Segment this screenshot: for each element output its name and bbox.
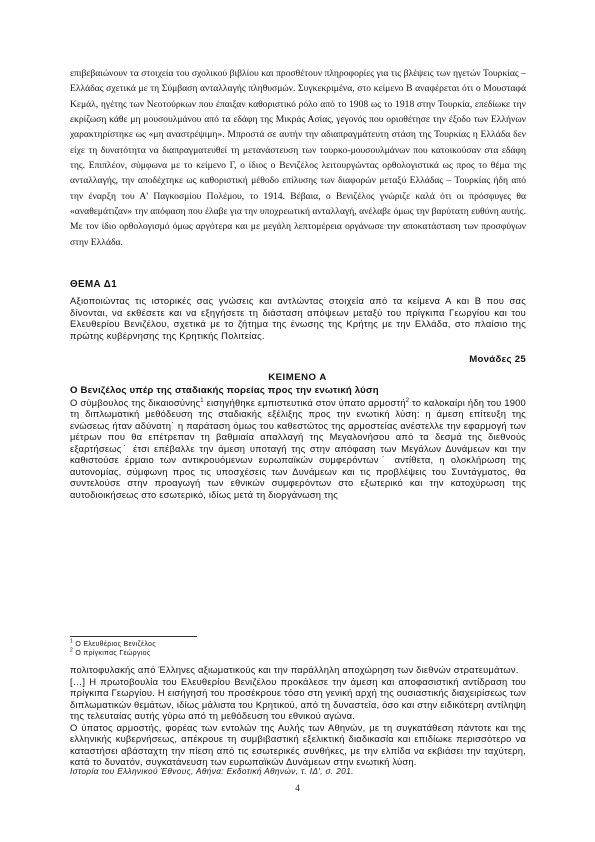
footnote-text-2: Ο πρίγκιπας Γεώργιος [73, 650, 151, 658]
text-a-p1-part1: Ο σύμβουλος της δικαιοσύνης [70, 397, 201, 408]
text-a-p1-part2: εισηγήθηκε εμπιστευτικά στον ύπατο αρμοστή [203, 397, 406, 408]
footnote-ref-1: 1 [200, 397, 204, 404]
source-citation [70, 766, 354, 776]
footnote-divider [70, 636, 197, 637]
text-a-paragraph-2: […] Η πρωτοβουλία του Ελευθερίου Βενιζέλου προκάλεσε την άμεση και αποφασιστική αντίδραση του πρίγκιπα Γεωργίου. Η εισήγησή του προσέκρουε τόσο στη γενική αρχή της ουσιαστικής διαχειρίσεως των διπλωματικών θεμάτων, ιδίως μάλιστα του Κρητικού, από τη δυναστεία, όσο και στην ειδικότερη αντίληψη της τελευταίας αυτής γύρω από τη μεθόδευση του εθνικού αγώνα. [70, 675, 526, 721]
page-number: 4 [295, 783, 300, 793]
source-text: Ιστορία του Ελληνικού Έθνους, Αθήνα: Εκδοτική Αθηνών, τ. ΙΔ', σ. 201. [70, 766, 354, 776]
text-a-paragraph-3: Ο ύπατος αρμοστής, φορέας των εντολών της Αυλής των Αθηνών, με τη συγκατάθεση πάντοτε και της ελληνικής κυβερνήσεως, απέκρουε τη συμβιβαστική εξελικτική διαδικασία και επιδίωκε περισσότερο να καταστήσει αβάσταχτη την πίεση από τις εσωτερικές συνθήκες, με την ελπίδα να εκβιάσει την ταχύτερη, κατά το δυνατόν, συγκατάνευση των ευρωπαϊκών Δυνάμεων στην ενωτική λύση. [70, 721, 526, 767]
footnote-1 [70, 640, 156, 649]
text-a-subtitle: Ο Βενιζέλος υπέρ της σταδιακής πορείας προς την ενωτική λύση [70, 385, 379, 396]
text-a-paragraph-1 [70, 397, 526, 500]
theme-title: ΘΕΜΑ Δ1 [70, 279, 118, 290]
marks-label: Μονάδες 25 [469, 354, 526, 365]
footnote-2 [70, 649, 156, 658]
footnote-mark-2: 2 [70, 647, 74, 654]
theme-question: Αξιοποιώντας τις ιστορικές σας γνώσεις και αντλώντας στοιχεία από τα κείμενα Α και Β που σας δίνονται, να εκθέσετε και να εξηγήσετε τη διάσταση απόψεων μεταξύ του πρίγκιπα Γεωργίου και του Ελευθερίου Βενιζέλου, σχετικά με το ζήτημα της ένωσης της Κρήτης με την Ελλάδα, στο πλαίσιο της πρώτης κυβέρνησης της Κρητικής Πολιτείας. [70, 295, 526, 342]
text-a-paragraph-1-cont: πολιτοφυλακής από Έλληνες αξιωματικούς και την παράλληλη αποχώρηση των διεθνών στρατευμάτων. [70, 664, 519, 675]
answer-paragraph: επιβεβαιώνουν τα στοιχεία του σχολικού βιβλίου και προσθέτουν πληροφορίες για τις βλέψεις των ηγετών Τουρκίας – Ελλάδας σχετικά με τη Σύμβαση ανταλλαγής πληθυσμών. Συγκεκριμένα, στο κείμενο Β αναφέρεται ότι ο Μουσταφά Κεμάλ, ηγέτης των Νεοτούρκων που έπαιξαν καθοριστικό ρόλο από το 1908 ως το 1918 στην Τουρκία, επεδίωκε την εκρίζωση κάθε μη μουσουλμάνου από τα εδάφη της Μικράς Ασίας, γεγονός που οριοθέτησε την έξοδο των Ελλήνων χαρακτηρίστηκε ως «μη αναστρέψιμη». Μπροστά σε αυτήν την αδιαπραγμάτευτη στάση της Τουρκίας η Ελλάδα δεν είχε τη δυνατότητα να διαπραγματευθεί τη μετανάστευση των τουρκο-μουσουλμάνων που κατοικούσαν στα εδάφη της. Επιπλέον, σύμφωνα με το κείμενο Γ, ο ίδιος ο Βενιζέλος λειτουργώντας ορθολογιστικά ως προς το θέμα της ανταλλαγής, την αποδέχτηκε ως καθοριστική μέθοδο επίλυσης των διαφορών μεταξύ Ελλάδας – Τουρκίας ήδη από την έναρξη του Α' Παγκοσμίου Πολέμου, το 1914. Βέβαια, ο Βενιζέλος γνώριζε καλά ότι οι πρόσφυγες θα «αναθεμάτιζαν» την απόφαση που έλαβε για την υποχρεωτική ανταλλαγή, ανέλαβε όμως την βαρύτατη ευθύνη αυτής. Με τον ίδιο ορθολογισμό όμως αργότερα και με μεγάλη λεπτομέρεια οργάνωσε την αποκατάσταση των προσφύγων στην Ελλάδα. [70, 68, 526, 248]
footnotes [70, 640, 156, 658]
footnote-ref-2: 2 [405, 397, 410, 404]
footnote-mark-1: 1 [70, 638, 74, 645]
text-a-heading: ΚΕΙΜΕΝΟ Α [268, 372, 327, 383]
footnote-text-1: Ο Ελευθέριος Βενιζέλος [73, 641, 156, 648]
text-a-continuation [70, 664, 526, 768]
text-a-p1-part3: το καλοκαίρι ήδη του 1900 τη διπλωματική μεθόδευση της σταδιακής εξέλιξης προς την ενωτική λύση: η άμεση επίτευξη της ενώσεως ήταν αδύνατη˙ η παράταση όμως του καθεστώτος της αρμοστείας ανέστελλε την εφαρμογή των μέτρων που θα επέτρεπαν τη βαθμιαία απαλλαγή της Μεγαλονήσου από τα δεσμά της διεθνούς εξαρτήσεως˙ έτσι επέβαλλε την άμεση υποταγή της στην απόφαση των Μεγάλων Δυνάμεων και την καθιστούσε έρμαιο των αντικρουόμενων ευρωπαϊκών συμφερόντων˙ αντίθετα, η ολοκλήρωση της αυτονομίας, σύμφωνη προς τις υποσχέσεις των Δυνάμεων και τις προβλέψεις του Συντάγματος, θα συντελούσε στην προαγωγή των εθνικών συμφερόντων στο εξωτερικό και την κατοχύρωση της αυτοδιοικήσεως στο εσωτερικό, ιδίως μετά τη διοργάνωση της [70, 397, 526, 500]
